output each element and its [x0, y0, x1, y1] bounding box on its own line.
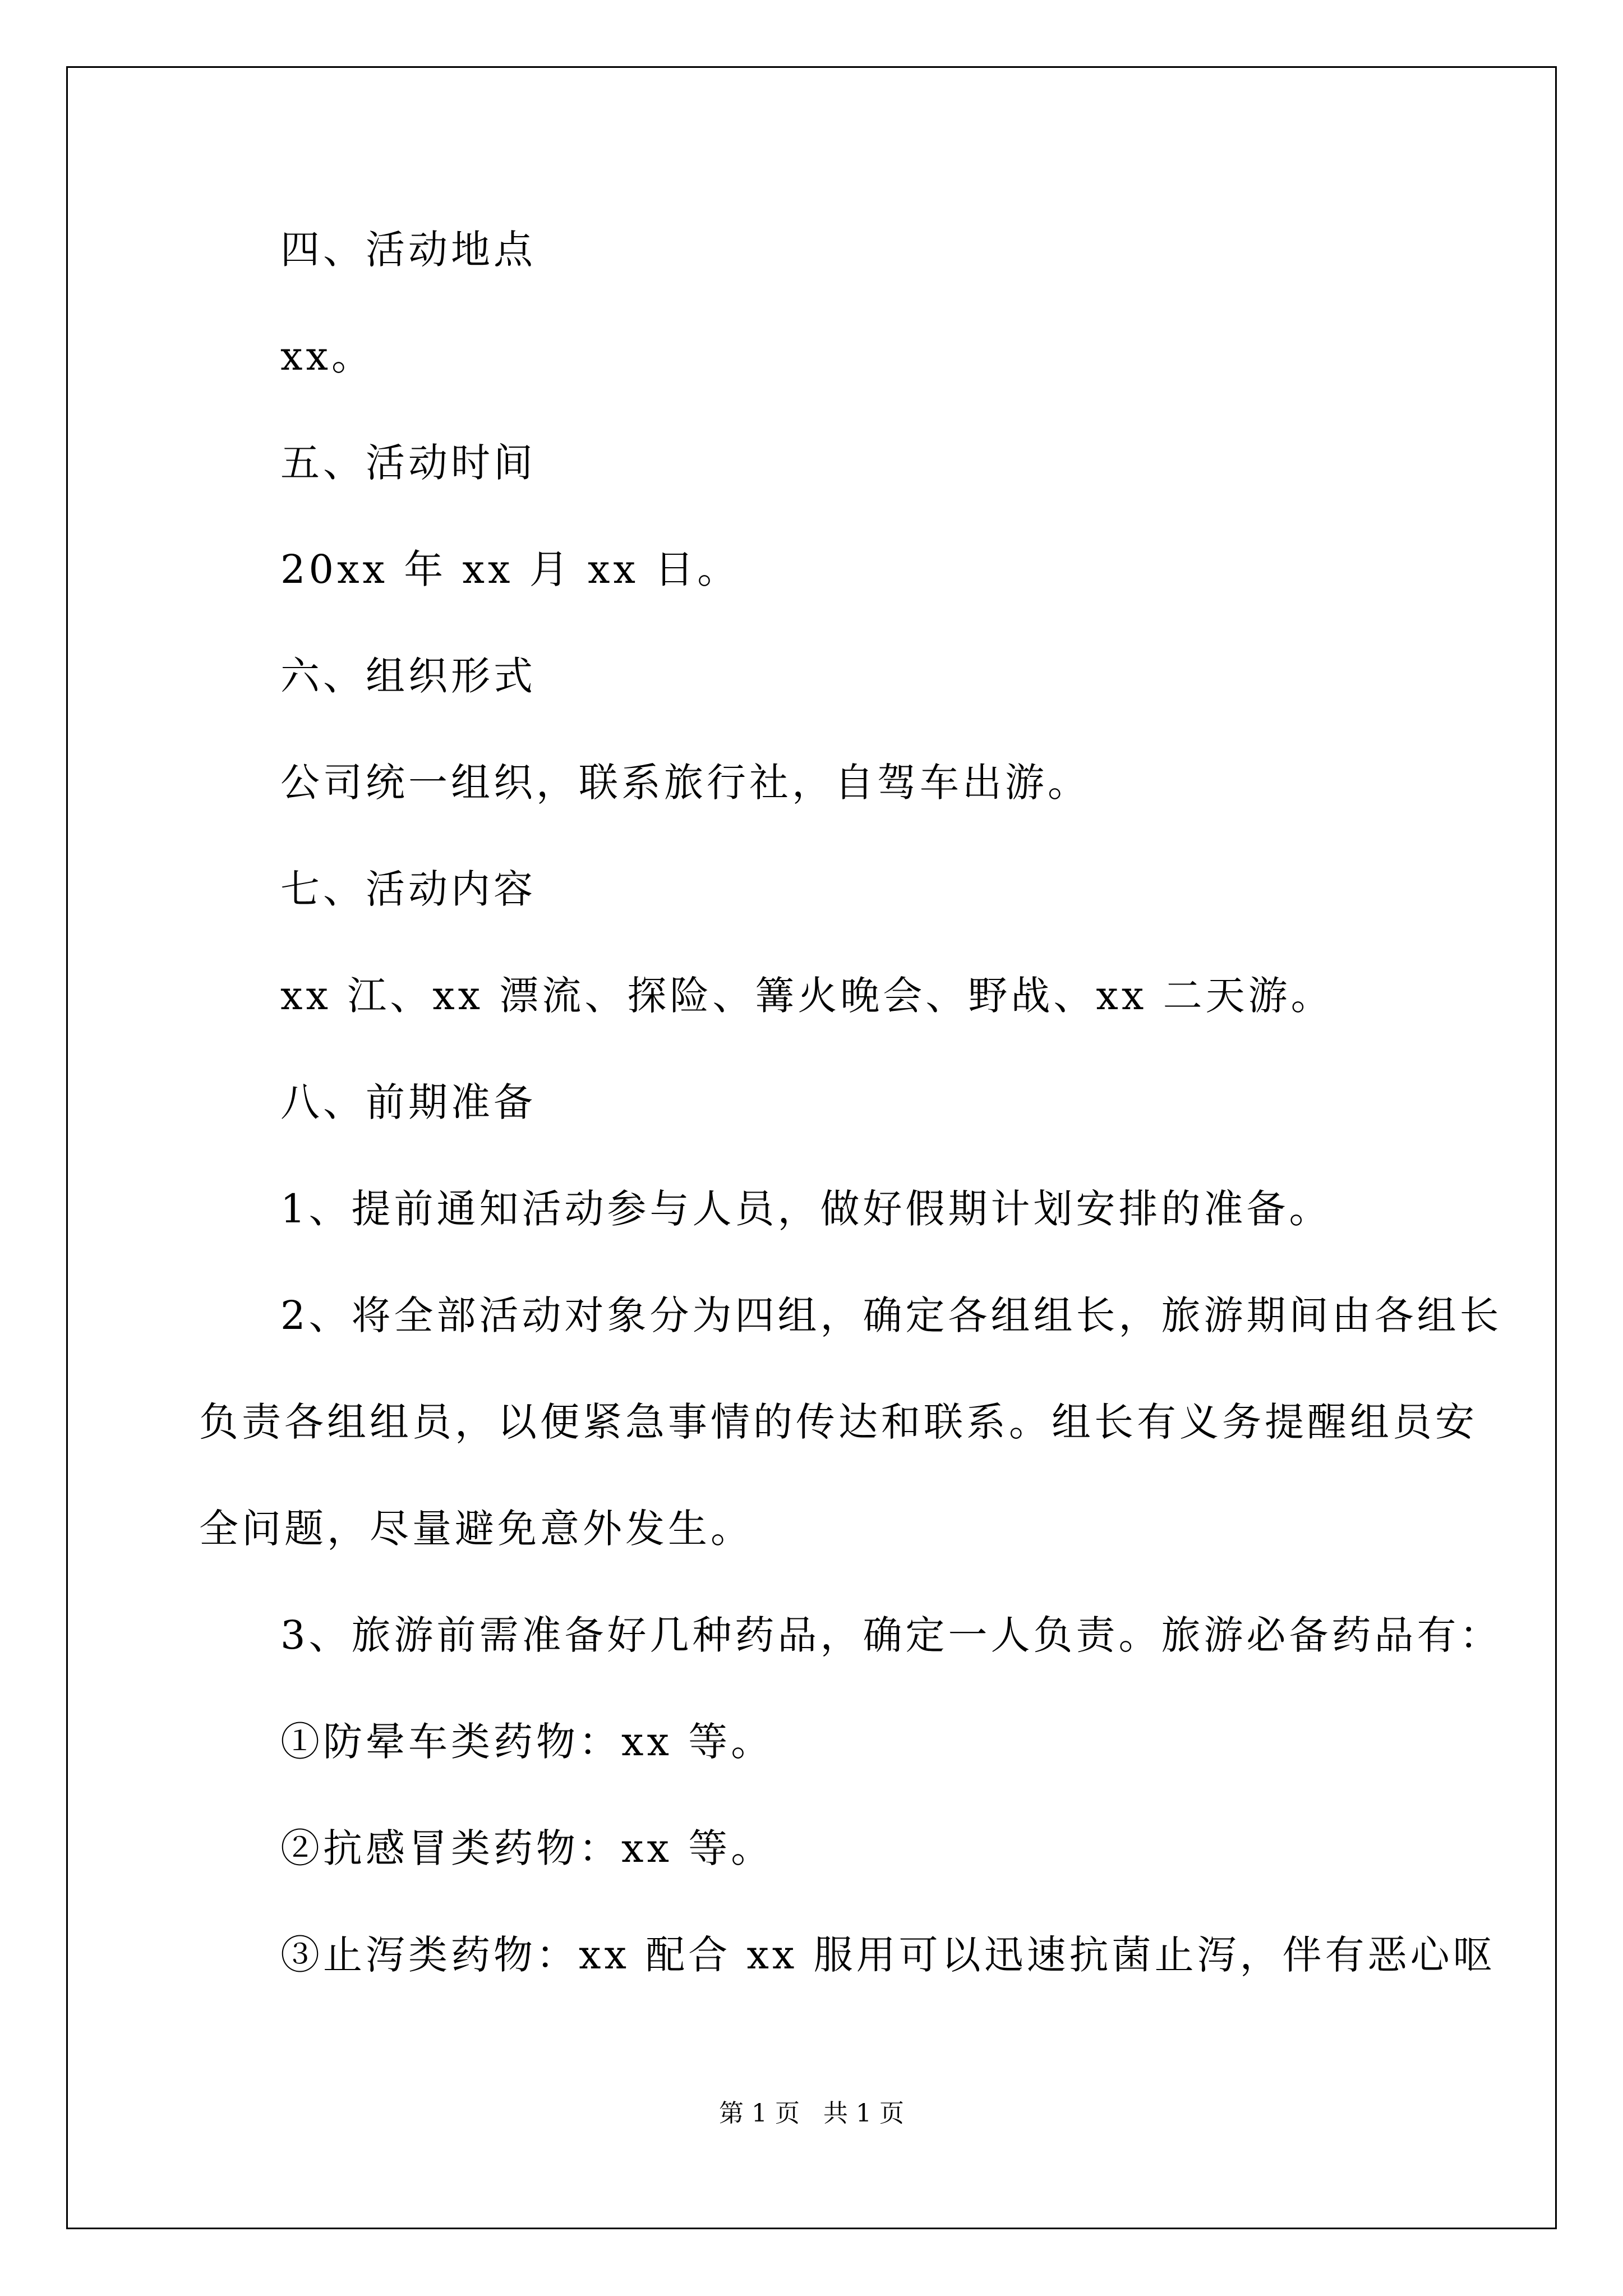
text-location: xx。 — [280, 333, 374, 379]
item-2-line-1: 2、将全部活动对象分为四组，确定各组组长，旅游期间由各组长 — [280, 1292, 1502, 1338]
heading-time: 五、活动时间 — [280, 440, 536, 486]
text-content: xx 江、xx 漂流、探险、篝火晚会、野战、xx 二天游。 — [280, 973, 1334, 1019]
medicine-2: ②抗感冒类药物：xx 等。 — [280, 1825, 774, 1871]
text-time: 20xx 年 xx 月 xx 日。 — [280, 546, 740, 592]
medicine-1: ①防晕车类药物：xx 等。 — [280, 1719, 774, 1765]
item-2-line-2: 负责各组组员，以便紧急事情的传达和联系。组长有义务提醒组员安 — [199, 1399, 1478, 1445]
item-1: 1、提前通知活动参与人员，做好假期计划安排的准备。 — [280, 1186, 1332, 1232]
page-border — [66, 66, 1557, 2229]
item-3: 3、旅游前需准备好几种药品，确定一人负责。旅游必备药品有： — [280, 1612, 1502, 1658]
heading-organization: 六、组织形式 — [280, 653, 536, 699]
heading-preparation: 八、前期准备 — [280, 1079, 536, 1125]
page-total: 共 1 页 — [823, 2099, 904, 2128]
heading-location: 四、活动地点 — [280, 227, 536, 273]
page-footer — [0, 2097, 1623, 2131]
item-2-line-3: 全问题，尽量避免意外发生。 — [199, 1506, 753, 1552]
text-organization: 公司统一组织，联系旅行社，自驾车出游。 — [280, 760, 1090, 806]
medicine-3: ③止泻类药物：xx 配合 xx 服用可以迅速抗菌止泻，伴有恶心呕 — [280, 1932, 1496, 1978]
heading-content: 七、活动内容 — [280, 866, 536, 912]
page-number: 第 1 页 — [719, 2099, 800, 2128]
